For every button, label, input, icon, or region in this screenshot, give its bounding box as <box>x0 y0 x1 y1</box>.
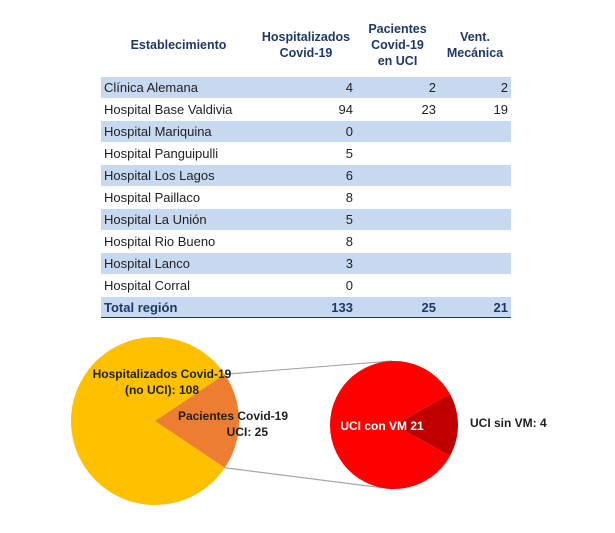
row-vent <box>439 143 511 165</box>
row-hosp: 6 <box>256 165 356 187</box>
row-hosp: 4 <box>256 77 356 99</box>
label-uci-sin-vm: UCI sin VM: 4 <box>470 416 547 430</box>
table-row <box>101 231 511 253</box>
total-uci: 25 <box>356 297 439 318</box>
total-vent: 21 <box>439 297 511 318</box>
table-row <box>101 77 511 99</box>
row-hosp: 8 <box>256 187 356 209</box>
header-vent <box>439 14 511 77</box>
row-vent <box>439 187 511 209</box>
row-uci: 2 <box>356 77 439 99</box>
hospital-table <box>101 14 511 318</box>
header-vent-line2: Mecánica <box>446 46 504 60</box>
row-uci <box>356 253 439 275</box>
row-hosp: 5 <box>256 209 356 231</box>
row-vent <box>439 231 511 253</box>
table-row <box>101 209 511 231</box>
header-establecimiento <box>101 14 256 77</box>
row-hosp: 5 <box>256 143 356 165</box>
pie-of-pie-chart <box>0 300 615 533</box>
row-hosp: 0 <box>256 121 356 143</box>
header-vent-line1: Vent. <box>460 30 490 44</box>
row-name: Clínica Alemana <box>101 77 256 99</box>
row-uci <box>356 121 439 143</box>
label-uci-con-vm: UCI con VM 21 <box>340 419 424 433</box>
row-vent: 19 <box>439 99 511 121</box>
table-row <box>101 165 511 187</box>
row-name: Hospital Mariquina <box>101 121 256 143</box>
row-uci <box>356 275 439 297</box>
row-name: Hospital Base Valdivia <box>101 99 256 121</box>
row-name: Hospital Paillaco <box>101 187 256 209</box>
row-hosp: 8 <box>256 231 356 253</box>
label-uci-line1: Pacientes Covid-19 <box>177 409 288 423</box>
row-name: Hospital Corral <box>101 275 256 297</box>
label-hospitalizados-line2: (no UCI): 108 <box>124 383 200 397</box>
row-uci: 23 <box>356 99 439 121</box>
row-vent <box>439 275 511 297</box>
row-vent <box>439 253 511 275</box>
table-row <box>101 275 511 297</box>
table-header-row <box>101 14 511 77</box>
header-uci-line3: en UCI <box>377 54 418 68</box>
row-hosp: 0 <box>256 275 356 297</box>
row-name: Hospital Los Lagos <box>101 165 256 187</box>
row-name: Hospital Rio Bueno <box>101 231 256 253</box>
row-uci <box>356 165 439 187</box>
header-uci <box>356 14 439 77</box>
row-vent <box>439 165 511 187</box>
row-vent <box>439 121 511 143</box>
row-hosp: 94 <box>256 99 356 121</box>
label-uci-line2: UCI: 25 <box>226 425 268 439</box>
row-name: Hospital La Unión <box>101 209 256 231</box>
table-row <box>101 121 511 143</box>
row-uci <box>356 209 439 231</box>
row-uci <box>356 187 439 209</box>
table-row <box>101 99 511 121</box>
row-name: Hospital Panguipulli <box>101 143 256 165</box>
header-establecimiento-label: Establecimiento <box>130 38 227 52</box>
header-hosp-line1: Hospitalizados <box>261 30 351 44</box>
total-name: Total región <box>101 297 256 318</box>
header-hospitalizados <box>256 14 356 77</box>
hospital-table-container <box>101 14 511 318</box>
row-name: Hospital Lanco <box>101 253 256 275</box>
row-hosp: 3 <box>256 253 356 275</box>
row-vent <box>439 209 511 231</box>
total-hosp: 133 <box>256 297 356 318</box>
row-uci <box>356 231 439 253</box>
table-row <box>101 143 511 165</box>
row-vent: 2 <box>439 77 511 99</box>
header-uci-line2: Covid-19 <box>371 38 424 52</box>
header-hosp-line2: Covid-19 <box>279 46 333 60</box>
row-uci <box>356 143 439 165</box>
table-row <box>101 253 511 275</box>
label-hospitalizados-line1: Hospitalizados Covid-19 <box>92 367 232 381</box>
header-uci-line1: Pacientes <box>368 22 427 36</box>
table-row <box>101 187 511 209</box>
